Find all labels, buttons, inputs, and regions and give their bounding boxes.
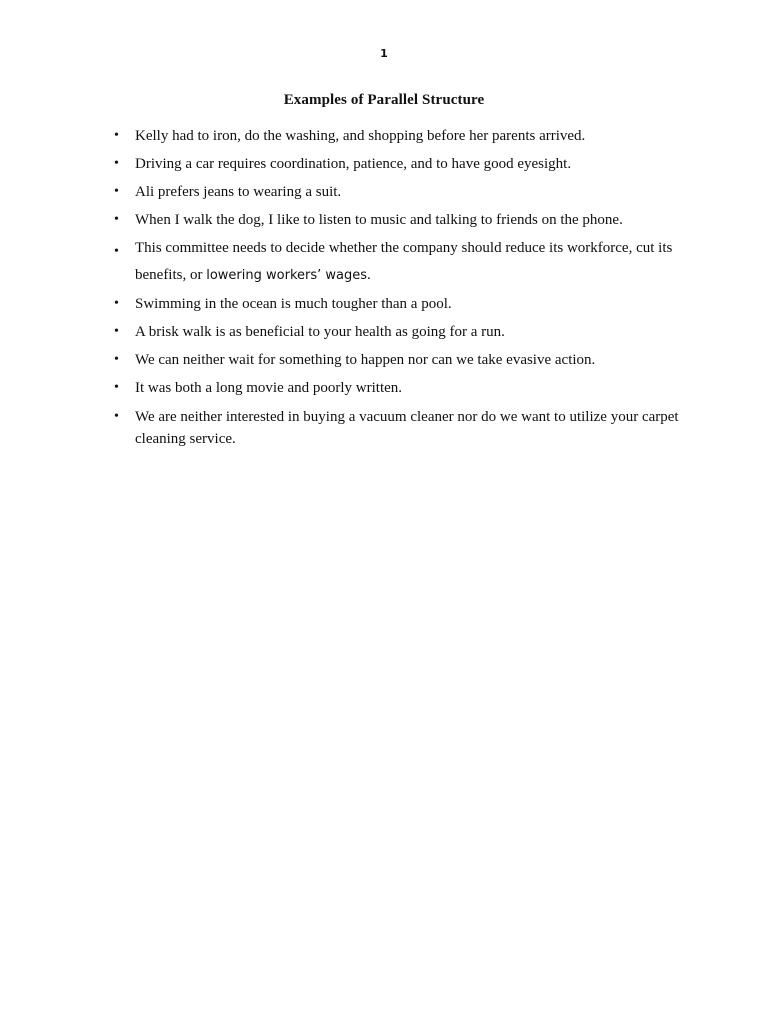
list-item xyxy=(114,210,694,230)
bullet-list xyxy=(114,126,694,458)
list-item-text: When I walk the dog, I like to listen to music and talking to friends on the phone. xyxy=(135,212,623,228)
list-item xyxy=(114,182,694,202)
bullet-icon: • xyxy=(114,212,119,227)
list-item-text: We are neither interested in buying a vacuum cleaner nor do we want to utilize your carpet cleaning service. xyxy=(135,409,679,447)
bullet-icon: • xyxy=(114,128,119,143)
list-item-text: We can neither wait for something to happen nor can we take evasive action. xyxy=(135,352,596,368)
list-item-text: Swimming in the ocean is much tougher than a pool. xyxy=(135,296,452,312)
list-item-text: A brisk walk is as beneficial to your health as going for a run. xyxy=(135,324,505,340)
bullet-icon: • xyxy=(114,156,119,171)
list-item xyxy=(114,322,694,342)
list-item-text: Ali prefers jeans to wearing a suit. xyxy=(135,184,342,200)
list-item xyxy=(114,154,694,174)
list-item-text: This committee needs to decide whether the company should reduce its workforce, cut its benefits, or xyxy=(135,240,673,283)
page-number: 1 xyxy=(380,47,388,60)
list-item xyxy=(114,294,694,314)
bullet-icon: • xyxy=(114,244,119,259)
list-item-text: Driving a car requires coordination, patience, and to have good eyesight. xyxy=(135,156,572,172)
document-title: Examples of Parallel Structure xyxy=(283,92,485,108)
bullet-icon: • xyxy=(114,352,119,367)
list-item xyxy=(114,350,694,370)
bullet-icon: • xyxy=(114,380,119,395)
list-item xyxy=(114,406,694,450)
list-item xyxy=(114,378,694,398)
list-item-text-end: . xyxy=(367,267,371,283)
list-item xyxy=(114,235,694,289)
list-item-text-sans-run: lowering workers’ wages xyxy=(206,268,368,283)
bullet-icon: • xyxy=(114,184,119,199)
list-item-text: Kelly had to iron, do the washing, and shopping before her parents arrived. xyxy=(135,128,586,144)
bullet-icon: • xyxy=(114,324,119,339)
bullet-icon: • xyxy=(114,409,119,424)
bullet-icon: • xyxy=(114,296,119,311)
list-item-text: It was both a long movie and poorly written. xyxy=(135,380,403,396)
list-item xyxy=(114,126,694,146)
